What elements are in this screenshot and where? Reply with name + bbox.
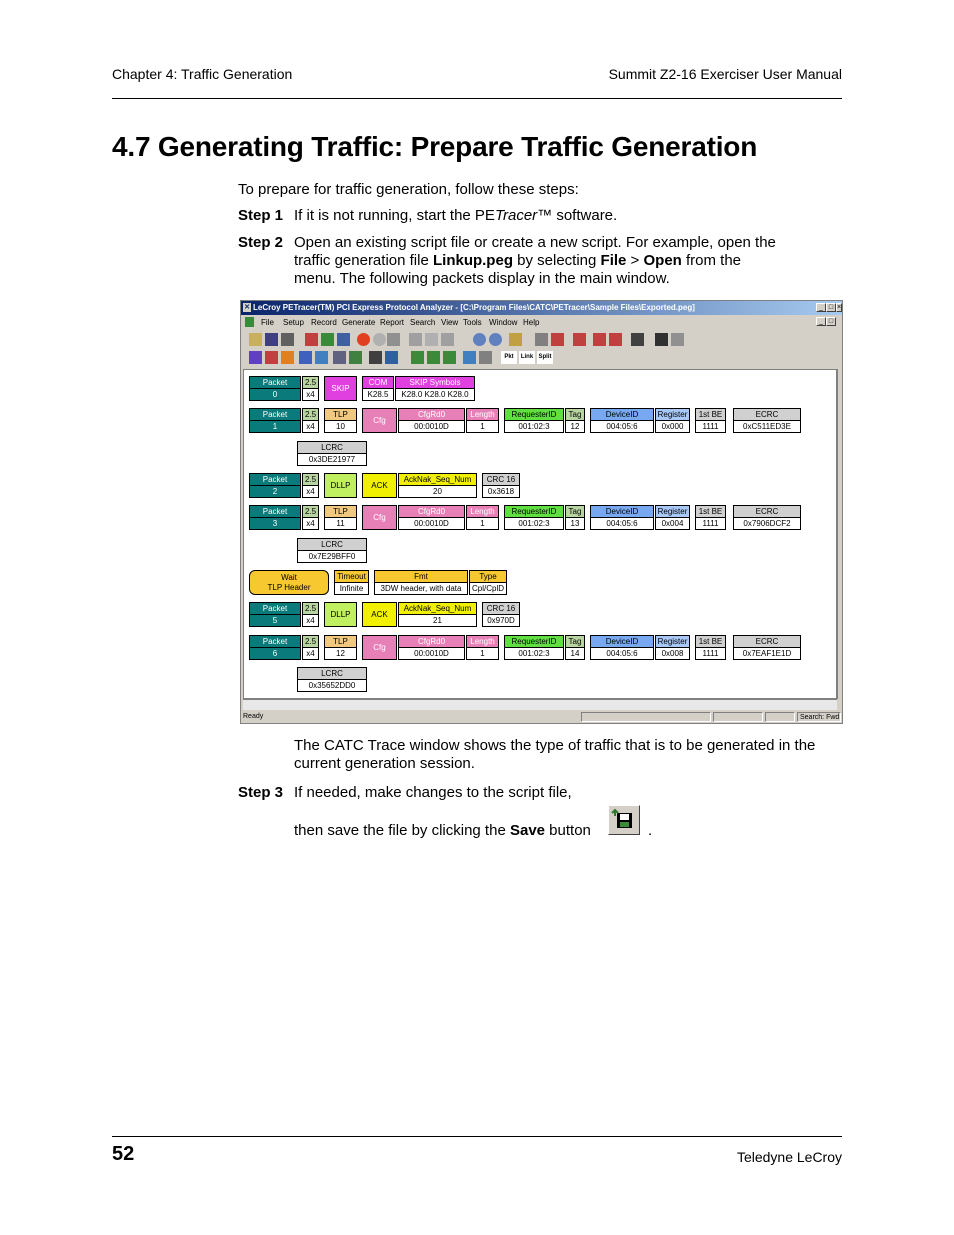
- step-1-label: Step 1: [238, 207, 284, 224]
- header-rule: [112, 98, 842, 99]
- running-header-chapter: Chapter 4: Traffic Generation: [112, 66, 293, 82]
- trace-description: The CATC Trace window shows the type of traffic that is to be generated in the current generation session.: [294, 737, 816, 772]
- packet-5-dllp: DLLP: [324, 602, 357, 627]
- packet-3-header[interactable]: Packet 3: [249, 505, 301, 530]
- packet-0-skip-symbols: SKIP Symbols K28.0 K28.0 K28.0: [395, 376, 475, 401]
- packet-2-header[interactable]: Packet 2: [249, 473, 301, 498]
- filter-icon[interactable]: [535, 333, 548, 346]
- menu-generate[interactable]: Generate: [342, 318, 376, 327]
- dllp-view-icon[interactable]: [427, 351, 440, 364]
- packet-2-dllp: DLLP: [324, 473, 357, 498]
- menu-record[interactable]: Record: [311, 318, 337, 327]
- packet-5-header[interactable]: Packet 5: [249, 602, 301, 627]
- toolbar-secondary: [243, 350, 840, 367]
- packet-6-register: Register 0x008: [655, 635, 690, 660]
- traffic-icon[interactable]: [333, 351, 346, 364]
- packet-6-ecrc: ECRC 0x7EAF1E1D: [733, 635, 801, 660]
- packet-3-ecrc: ECRC 0x7906DCF2: [733, 505, 801, 530]
- packet-5-speed: 2.5 x4: [302, 602, 319, 627]
- footer-rule: [112, 1136, 842, 1137]
- menu-file[interactable]: File: [261, 318, 274, 327]
- menu-setup[interactable]: Setup: [283, 318, 304, 327]
- section-title: 4.7 Generating Traffic: Prepare Traffic Generation: [112, 131, 758, 162]
- close-icon[interactable]: ×: [837, 304, 842, 311]
- packet-1-device-id: DeviceID 004:05:6: [590, 408, 654, 433]
- step-3-period: .: [648, 822, 653, 839]
- packet-2-crc16: CRC 16 0x3618: [482, 473, 520, 498]
- record-setup-icon[interactable]: [305, 333, 318, 346]
- step-2-text: Open an existing script file or create a new script. For example, open the traffic generation file Linkup.peg by selecting File > Open from the menu. The following packets display in the main window.: [294, 234, 776, 287]
- packet-0-header[interactable]: Packet 0: [249, 376, 301, 401]
- packet-2-speed: 2.5 x4: [302, 473, 319, 498]
- generate-icon[interactable]: [409, 333, 422, 346]
- packet-1-lcrc: LCRC 0x3DE21977: [297, 441, 367, 466]
- link-icon[interactable]: [349, 351, 362, 364]
- decode-icon[interactable]: [479, 351, 492, 364]
- print-icon[interactable]: [281, 333, 294, 346]
- bus-icon[interactable]: [281, 351, 294, 364]
- packet-6-lcrc: LCRC 0x35652DD0: [297, 667, 367, 692]
- packet-6-cfgrd0: CfgRd0 00:0010D: [398, 635, 465, 660]
- toolbar-main: [243, 332, 840, 349]
- ordered-set-icon[interactable]: [443, 351, 456, 364]
- vertical-scrollbar[interactable]: [837, 369, 843, 699]
- sort-icon[interactable]: [385, 351, 398, 364]
- packet-6-tag: Tag 14: [565, 635, 585, 660]
- minimize-icon[interactable]: _: [816, 317, 826, 326]
- doc-icon: [245, 317, 254, 327]
- status-cell: [713, 712, 763, 722]
- step-2-label: Step 2: [238, 234, 284, 251]
- status-search: Search: Fwd: [797, 712, 841, 722]
- stop-icon[interactable]: [387, 333, 400, 346]
- clear-icon[interactable]: [609, 333, 622, 346]
- menu-window[interactable]: Window: [489, 318, 518, 327]
- maximize-icon[interactable]: □: [826, 317, 836, 326]
- packet-0-speed: 2.5 x4: [302, 376, 319, 401]
- page-number: 52: [112, 1143, 135, 1165]
- status-cell: [765, 712, 795, 722]
- timing-icon[interactable]: [265, 351, 278, 364]
- save-button-icon: [608, 805, 640, 835]
- open-icon[interactable]: [249, 333, 262, 346]
- packet-view-icon[interactable]: [249, 351, 262, 364]
- footer-publisher: Teledyne LeCroy: [736, 1149, 842, 1165]
- packet-6-length: Length 1: [466, 635, 499, 660]
- app-icon: ✕: [244, 304, 250, 311]
- x-icon[interactable]: [573, 333, 586, 346]
- step-3-label: Step 3: [238, 784, 284, 801]
- packet-6-device-id: DeviceID 004:05:6: [590, 635, 654, 660]
- packet-1-cfgrd0: CfgRd0 00:0010D: [398, 408, 465, 433]
- packet-1-header[interactable]: Packet 1: [249, 408, 301, 433]
- delete-icon[interactable]: [593, 333, 606, 346]
- zoom-out-icon[interactable]: [489, 333, 502, 346]
- wait-tlp-header[interactable]: Wait TLP Header: [249, 570, 329, 595]
- split-level-button[interactable]: Split: [537, 351, 553, 364]
- packet-1-requester-id: RequesterID 001:02:3: [504, 408, 564, 433]
- menu-view[interactable]: View: [441, 318, 459, 327]
- packet-1-speed: 2.5 x4: [302, 408, 319, 433]
- step-1-text: If it is not running, start the PETracer™ software.: [294, 207, 618, 224]
- packet-3-device-id: DeviceID 004:05:6: [590, 505, 654, 530]
- petracer-window-screenshot: [240, 300, 843, 724]
- packet-1-tag: Tag 12: [565, 408, 585, 433]
- packet-5-seq-num: AckNak_Seq_Num 21: [398, 602, 477, 627]
- packet-2-seq-num: AckNak_Seq_Num 20: [398, 473, 477, 498]
- options-icon[interactable]: [321, 333, 334, 346]
- packet-3-cfgrd0: CfgRd0 00:0010D: [398, 505, 465, 530]
- zoom-in-icon[interactable]: [473, 333, 486, 346]
- tlp-view-icon[interactable]: [411, 351, 424, 364]
- packet-1-ecrc: ECRC 0xC511ED3E: [733, 408, 801, 433]
- packet-6-cfg: Cfg: [362, 635, 397, 660]
- step-3-save-text: then save the file by clicking the Save button: [294, 822, 591, 839]
- packet-3-first-be: 1st BE 1111: [695, 505, 726, 530]
- floppy-save-icon: [609, 806, 639, 834]
- menu-bar: [241, 316, 842, 330]
- wait-type: Type Cpl/CplD: [469, 570, 507, 595]
- intro-text: To prepare for traffic generation, follow these steps:: [238, 181, 579, 198]
- outer-minimize-icon[interactable]: _: [816, 303, 826, 312]
- packet-3-requester-id: RequesterID 001:02:3: [504, 505, 564, 530]
- status-cell: [581, 712, 711, 722]
- pause-icon[interactable]: [373, 333, 386, 346]
- menu-search[interactable]: Search: [410, 318, 436, 327]
- packet-6-tlp: TLP 12: [324, 635, 357, 660]
- search-icon[interactable]: [509, 333, 522, 346]
- packet-5-crc16: CRC 16 0x970D: [482, 602, 520, 627]
- outer-restore-icon[interactable]: □: [826, 303, 836, 312]
- packet-0-com: COM K28.5: [362, 376, 394, 401]
- packet-3-speed: 2.5 x4: [302, 505, 319, 530]
- generate-stop-icon[interactable]: [425, 333, 438, 346]
- packet-3-tag: Tag 13: [565, 505, 585, 530]
- packet-5-ack: ACK: [362, 602, 397, 627]
- status-ready: Ready: [243, 713, 264, 720]
- save-icon[interactable]: [265, 333, 278, 346]
- packet-3-cfg: Cfg: [362, 505, 397, 530]
- status-bar: [241, 711, 842, 723]
- menu-tools[interactable]: Tools: [463, 318, 482, 327]
- packet-1-tlp: TLP 10: [324, 408, 357, 433]
- packet-6-header[interactable]: Packet 6: [249, 635, 301, 660]
- packet-3-length: Length 1: [466, 505, 499, 530]
- window-title: LeCroy PETracer(TM) PCI Express Protocol Analyzer - [C:\Program Files\CATC\PETracer\Sample Files\Exported.peg]: [253, 303, 695, 312]
- wait-timeout: Timeout Infinite: [334, 570, 369, 595]
- horizontal-scrollbar[interactable]: [243, 699, 837, 710]
- sync-icon[interactable]: [671, 333, 684, 346]
- packet-2-ack: ACK: [362, 473, 397, 498]
- window-titlebar: [241, 301, 842, 315]
- link-level-button[interactable]: Link: [519, 351, 535, 364]
- menu-help[interactable]: Help: [523, 318, 540, 327]
- wait-fmt: Fmt 3DW header, with data: [374, 570, 468, 595]
- packet-3-tlp: TLP 11: [324, 505, 357, 530]
- grid-icon[interactable]: [337, 333, 350, 346]
- home-icon[interactable]: [463, 351, 476, 364]
- packet-3-register: Register 0x004: [655, 505, 690, 530]
- packet-1-first-be: 1st BE 1111: [695, 408, 726, 433]
- export-icon[interactable]: [631, 333, 644, 346]
- chart-icon[interactable]: [299, 351, 312, 364]
- packet-1-length: Length 1: [466, 408, 499, 433]
- nav-icon[interactable]: [369, 351, 382, 364]
- packet-6-first-be: 1st BE 1111: [695, 635, 726, 660]
- packet-6-speed: 2.5 x4: [302, 635, 319, 660]
- record-icon[interactable]: [357, 333, 370, 346]
- packet-1-register: Register 0x000: [655, 408, 690, 433]
- packet-0-skip: SKIP: [324, 376, 357, 401]
- generate-repeat-icon[interactable]: [441, 333, 454, 346]
- stats-icon[interactable]: [315, 351, 328, 364]
- hide-icon[interactable]: [551, 333, 564, 346]
- binoculars-icon[interactable]: [655, 333, 668, 346]
- menu-report[interactable]: Report: [380, 318, 405, 327]
- packet-6-requester-id: RequesterID 001:02:3: [504, 635, 564, 660]
- trace-view[interactable]: [243, 369, 837, 699]
- running-header-manual: Summit Z2-16 Exerciser User Manual: [608, 66, 842, 82]
- packet-3-lcrc: LCRC 0x7E29BFF0: [297, 538, 367, 563]
- packet-1-cfg: Cfg: [362, 408, 397, 433]
- step-3-text: If needed, make changes to the script file,: [294, 784, 572, 801]
- packet-level-button[interactable]: Pkt: [501, 351, 517, 364]
